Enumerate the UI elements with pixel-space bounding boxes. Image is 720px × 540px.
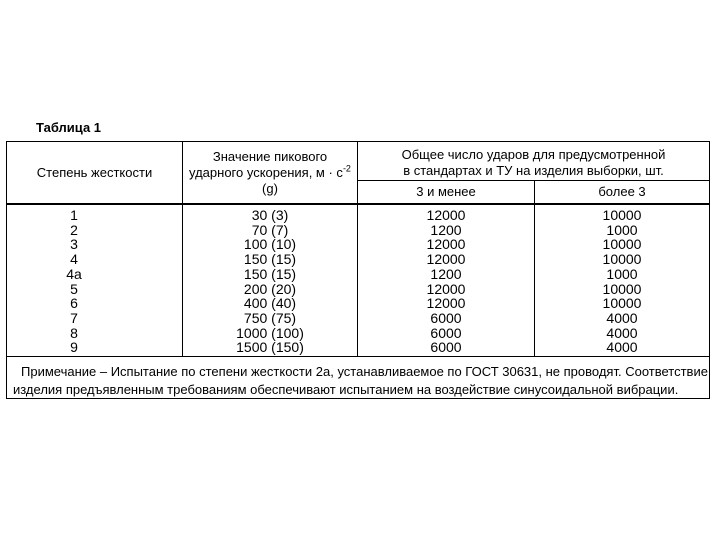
table-row-more-than-three: 4000 [606, 339, 638, 356]
table-row-three-or-less: 12000 [426, 295, 466, 312]
table-row-three-or-less: 12000 [426, 207, 466, 223]
table-row-severity: 7 [70, 309, 78, 326]
three-or-less-column [358, 208, 534, 355]
table-row-more-than-three: 10000 [602, 251, 642, 268]
table-row-three-or-less: 12000 [426, 236, 466, 253]
table-row-more-than-three: 4000 [606, 309, 638, 326]
table-row-more-than-three: 1000 [606, 221, 638, 238]
table-row-severity: 9 [70, 339, 78, 356]
header-severity [7, 165, 182, 180]
shock-test-table [6, 141, 710, 399]
severity-column [7, 208, 141, 355]
header-bottom-rule [7, 203, 709, 205]
table-row-peak: 150 (15) [243, 265, 297, 282]
note-line-1: Примечание – Испытание по степени жесткости 2а, устанавливаемое по ГОСТ 30631, не проводят. Соответствие [21, 364, 708, 379]
header-peak-acceleration [183, 149, 357, 197]
table-row-three-or-less: 1200 [430, 221, 462, 238]
table-row-three-or-less: 6000 [430, 324, 462, 341]
header-three-or-less-label: 3 и менее [416, 184, 476, 199]
table-row-peak: 200 (20) [243, 280, 297, 297]
table-row-three-or-less: 6000 [430, 309, 462, 326]
header-divider [357, 180, 709, 181]
table-row-peak: 1000 (100) [236, 324, 304, 341]
table-row-peak: 150 (15) [243, 251, 297, 268]
header-three-or-less [358, 184, 534, 199]
table-row-peak: 70 (7) [251, 221, 289, 238]
header-total-line1: Общее число ударов для предусмотренной [401, 147, 666, 162]
table-note [13, 363, 708, 399]
table-row-more-than-three: 1000 [606, 265, 638, 282]
peak-column [183, 208, 357, 355]
header-more-than-three [535, 184, 709, 199]
table-row-three-or-less: 6000 [430, 339, 462, 356]
table-row-peak: 1500 (150) [236, 339, 304, 356]
table-row-severity: 3 [70, 236, 78, 253]
table-row-three-or-less: 1200 [430, 265, 462, 282]
table-caption: Таблица 1 [36, 120, 102, 135]
more-than-three-column [535, 208, 709, 355]
note-line-2: изделия предъявленным требованиям обеспечивают испытанием на воздействие синусоидальной вибрации. [13, 382, 679, 397]
header-peak-line3: (g) [262, 181, 278, 196]
header-peak-exponent: -2 [342, 163, 351, 174]
table-row-more-than-three: 4000 [606, 324, 638, 341]
header-more-than-three-label: более 3 [598, 184, 646, 199]
header-peak-line1: Значение пикового [212, 149, 328, 164]
note-divider [7, 356, 709, 357]
table-row-severity: 4 [70, 251, 78, 268]
table-row-more-than-three: 10000 [602, 207, 642, 223]
header-total-line2: в стандартах и ТУ на изделия выборки, шт. [403, 163, 664, 178]
header-peak-line2: ударного ускорения, м · с [189, 165, 343, 180]
table-row-more-than-three: 10000 [602, 280, 642, 297]
table-row-severity: 6 [70, 295, 78, 312]
table-row-severity: 2 [70, 221, 78, 238]
table-row-peak: 400 (40) [243, 295, 297, 312]
table-row-peak: 100 (10) [243, 236, 297, 253]
table-row-more-than-three: 10000 [602, 236, 642, 253]
header-total-shocks [358, 147, 709, 179]
table-row-severity: 1 [70, 207, 78, 223]
table-row-more-than-three: 10000 [602, 295, 642, 312]
table-row-peak: 750 (75) [243, 309, 297, 326]
table-row-severity: 4а [66, 265, 82, 282]
table-row-severity: 8 [70, 324, 78, 341]
header-severity-label: Степень жесткости [36, 165, 153, 180]
table-row-peak: 30 (3) [251, 207, 289, 223]
table-row-three-or-less: 12000 [426, 280, 466, 297]
table-row-severity: 5 [70, 280, 78, 297]
table-row-three-or-less: 12000 [426, 251, 466, 268]
